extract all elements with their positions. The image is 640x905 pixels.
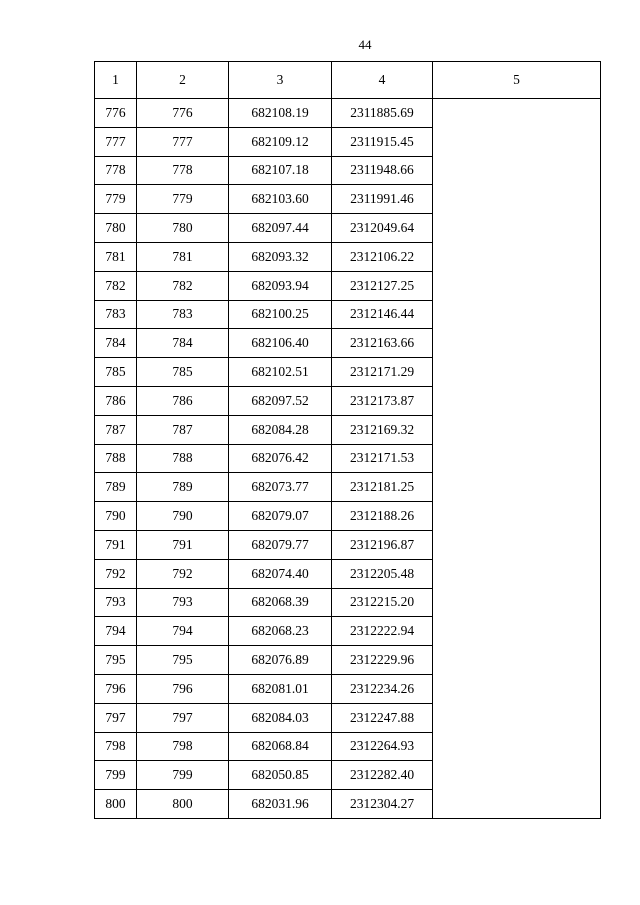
table-cell: 778 bbox=[95, 156, 137, 185]
table-cell: 789 bbox=[137, 473, 229, 502]
coordinates-table bbox=[94, 61, 601, 819]
table-cell: 784 bbox=[137, 329, 229, 358]
table-cell: 682102.51 bbox=[229, 358, 332, 387]
table-cell: 2312106.22 bbox=[332, 242, 433, 271]
table-cell: 682108.19 bbox=[229, 99, 332, 128]
table-cell: 682081.01 bbox=[229, 674, 332, 703]
table-cell: 798 bbox=[95, 732, 137, 761]
table-cell: 682097.44 bbox=[229, 214, 332, 243]
table-cell: 799 bbox=[137, 761, 229, 790]
table-cell: 682109.12 bbox=[229, 127, 332, 156]
table-cell: 2312234.26 bbox=[332, 674, 433, 703]
table-cell: 785 bbox=[95, 358, 137, 387]
table-cell: 2312171.29 bbox=[332, 358, 433, 387]
table-cell: 789 bbox=[95, 473, 137, 502]
table-row bbox=[95, 99, 601, 128]
table-cell: 682050.85 bbox=[229, 761, 332, 790]
table-cell: 682097.52 bbox=[229, 386, 332, 415]
table-cell: 794 bbox=[95, 617, 137, 646]
table-cell: 797 bbox=[137, 703, 229, 732]
table-cell: 793 bbox=[137, 588, 229, 617]
table-cell: 781 bbox=[95, 242, 137, 271]
table-cell: 795 bbox=[95, 646, 137, 675]
empty-column-5-cell bbox=[433, 99, 601, 819]
table-cell: 800 bbox=[137, 790, 229, 819]
table-cell: 682073.77 bbox=[229, 473, 332, 502]
table-cell: 2312282.40 bbox=[332, 761, 433, 790]
table-cell: 2312127.25 bbox=[332, 271, 433, 300]
table-cell: 2312215.20 bbox=[332, 588, 433, 617]
table-cell: 795 bbox=[137, 646, 229, 675]
column-header-2: 2 bbox=[137, 62, 229, 99]
table-cell: 682068.84 bbox=[229, 732, 332, 761]
table-cell: 682076.89 bbox=[229, 646, 332, 675]
table-cell: 793 bbox=[95, 588, 137, 617]
table-cell: 786 bbox=[95, 386, 137, 415]
table-cell: 682103.60 bbox=[229, 185, 332, 214]
table-cell: 777 bbox=[95, 127, 137, 156]
table-cell: 682100.25 bbox=[229, 300, 332, 329]
table-cell: 682068.23 bbox=[229, 617, 332, 646]
table-cell: 682107.18 bbox=[229, 156, 332, 185]
table-cell: 799 bbox=[95, 761, 137, 790]
table-cell: 788 bbox=[137, 444, 229, 473]
column-header-3: 3 bbox=[229, 62, 332, 99]
table-cell: 2312173.87 bbox=[332, 386, 433, 415]
table-cell: 2311948.66 bbox=[332, 156, 433, 185]
table-cell: 682076.42 bbox=[229, 444, 332, 473]
table-cell: 778 bbox=[137, 156, 229, 185]
table-cell: 790 bbox=[137, 502, 229, 531]
table-cell: 682079.77 bbox=[229, 530, 332, 559]
table-cell: 2312146.44 bbox=[332, 300, 433, 329]
table-cell: 782 bbox=[137, 271, 229, 300]
table-cell: 790 bbox=[95, 502, 137, 531]
table-cell: 2312222.94 bbox=[332, 617, 433, 646]
column-header-1: 1 bbox=[95, 62, 137, 99]
table-cell: 2311991.46 bbox=[332, 185, 433, 214]
table-cell: 2312264.93 bbox=[332, 732, 433, 761]
table-cell: 2312205.48 bbox=[332, 559, 433, 588]
table-cell: 780 bbox=[137, 214, 229, 243]
column-header-4: 4 bbox=[332, 62, 433, 99]
table-cell: 792 bbox=[137, 559, 229, 588]
table-cell: 783 bbox=[137, 300, 229, 329]
table-cell: 682093.94 bbox=[229, 271, 332, 300]
table-cell: 2312181.25 bbox=[332, 473, 433, 502]
table-cell: 2312171.53 bbox=[332, 444, 433, 473]
table-cell: 791 bbox=[95, 530, 137, 559]
table-cell: 2312229.96 bbox=[332, 646, 433, 675]
table-cell: 682079.07 bbox=[229, 502, 332, 531]
table-cell: 796 bbox=[95, 674, 137, 703]
table-cell: 2312163.66 bbox=[332, 329, 433, 358]
table-cell: 782 bbox=[95, 271, 137, 300]
table-cell: 786 bbox=[137, 386, 229, 415]
table-cell: 787 bbox=[137, 415, 229, 444]
table-cell: 682093.32 bbox=[229, 242, 332, 271]
table-cell: 783 bbox=[95, 300, 137, 329]
table-cell: 682084.03 bbox=[229, 703, 332, 732]
table-cell: 800 bbox=[95, 790, 137, 819]
table-cell: 779 bbox=[137, 185, 229, 214]
table-cell: 776 bbox=[95, 99, 137, 128]
table-cell: 682074.40 bbox=[229, 559, 332, 588]
table-cell: 779 bbox=[95, 185, 137, 214]
table-cell: 784 bbox=[95, 329, 137, 358]
table-cell: 2311885.69 bbox=[332, 99, 433, 128]
table-cell: 781 bbox=[137, 242, 229, 271]
table-cell: 796 bbox=[137, 674, 229, 703]
table-header-row bbox=[95, 62, 601, 99]
table-cell: 2312304.27 bbox=[332, 790, 433, 819]
table-cell: 682106.40 bbox=[229, 329, 332, 358]
table-cell: 777 bbox=[137, 127, 229, 156]
table-cell: 791 bbox=[137, 530, 229, 559]
table-cell: 682031.96 bbox=[229, 790, 332, 819]
table-cell: 2312049.64 bbox=[332, 214, 433, 243]
table-cell: 776 bbox=[137, 99, 229, 128]
table-cell: 780 bbox=[95, 214, 137, 243]
table-cell: 2312188.26 bbox=[332, 502, 433, 531]
page-number: 44 bbox=[358, 37, 372, 52]
table-body bbox=[95, 99, 601, 819]
table-cell: 682068.39 bbox=[229, 588, 332, 617]
table-cell: 788 bbox=[95, 444, 137, 473]
column-header-5: 5 bbox=[433, 62, 601, 99]
table-cell: 792 bbox=[95, 559, 137, 588]
table-cell: 2312196.87 bbox=[332, 530, 433, 559]
table-cell: 2312247.88 bbox=[332, 703, 433, 732]
table-cell: 787 bbox=[95, 415, 137, 444]
table-cell: 785 bbox=[137, 358, 229, 387]
table-cell: 797 bbox=[95, 703, 137, 732]
table-cell: 798 bbox=[137, 732, 229, 761]
table-cell: 2312169.32 bbox=[332, 415, 433, 444]
table-cell: 794 bbox=[137, 617, 229, 646]
table-cell: 2311915.45 bbox=[332, 127, 433, 156]
table-cell: 682084.28 bbox=[229, 415, 332, 444]
